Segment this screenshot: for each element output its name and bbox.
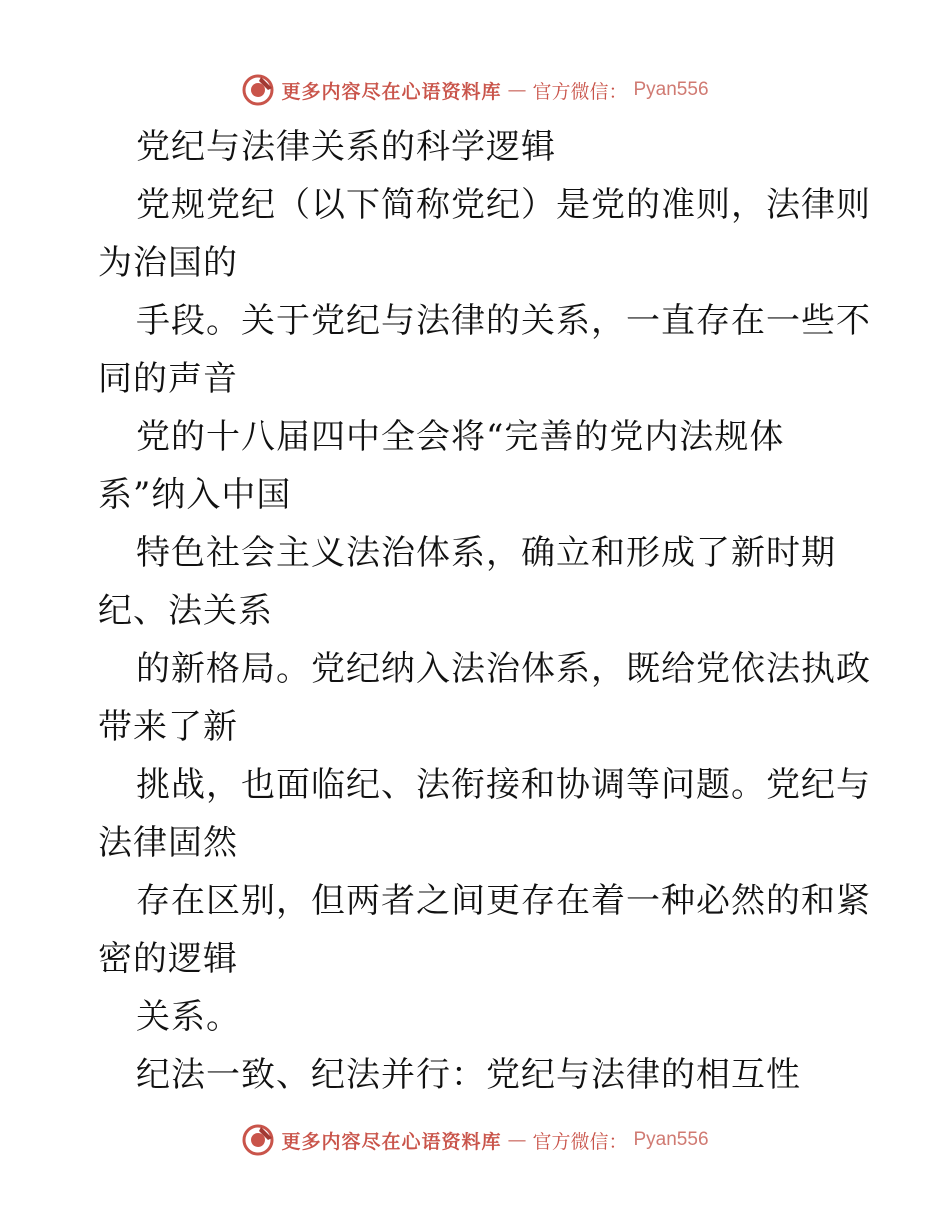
text-line: 密的逻辑 <box>98 939 238 979</box>
text-line: 特色社会主义法治体系，确立和形成了新时期 <box>136 533 836 573</box>
banner-wechat-label: 官方微信： <box>532 1130 628 1153</box>
text-line: 的新格局。党纪纳入法治体系，既给党依法执政 <box>136 649 871 689</box>
document-body <box>98 118 871 1104</box>
logo-icon <box>241 1123 275 1157</box>
text-line: 挑战，也面临纪、法衔接和协调等问题。党纪与 <box>136 765 871 805</box>
text-line: 带来了新 <box>98 707 238 747</box>
banner-wechat-id: Pyan556 <box>633 1129 709 1150</box>
text-line: 关系。 <box>136 997 241 1037</box>
banner-wechat-id: Pyan556 <box>633 79 709 100</box>
text-line: 系”纳入中国 <box>98 475 292 515</box>
text-line: 纪、法关系 <box>98 591 273 631</box>
section-heading: 纪法一致、纪法并行：党纪与法律的相互性 <box>136 1055 801 1095</box>
banner-separator: — <box>507 79 527 101</box>
banner-text: 更多内容尽在心语资料库 <box>281 80 502 103</box>
banner-separator: — <box>507 1129 527 1151</box>
text-line: 手段。关于党纪与法律的关系，一直存在一些不 <box>136 301 871 341</box>
text-line: 党规党纪（以下简称党纪）是党的准则，法律则 <box>136 185 871 225</box>
footer-banner <box>0 1120 950 1160</box>
text-line: 党的十八届四中全会将“完善的党内法规体 <box>136 417 785 457</box>
document-title: 党纪与法律关系的科学逻辑 <box>136 127 556 167</box>
header-banner <box>0 70 950 110</box>
logo-icon <box>241 73 275 107</box>
text-line: 存在区别，但两者之间更存在着一种必然的和紧 <box>136 881 871 921</box>
banner-wechat-label: 官方微信： <box>532 80 628 103</box>
text-line: 同的声音 <box>98 359 238 399</box>
text-line: 为治国的 <box>98 243 238 283</box>
banner-text: 更多内容尽在心语资料库 <box>281 1130 502 1153</box>
text-line: 法律固然 <box>98 823 238 863</box>
